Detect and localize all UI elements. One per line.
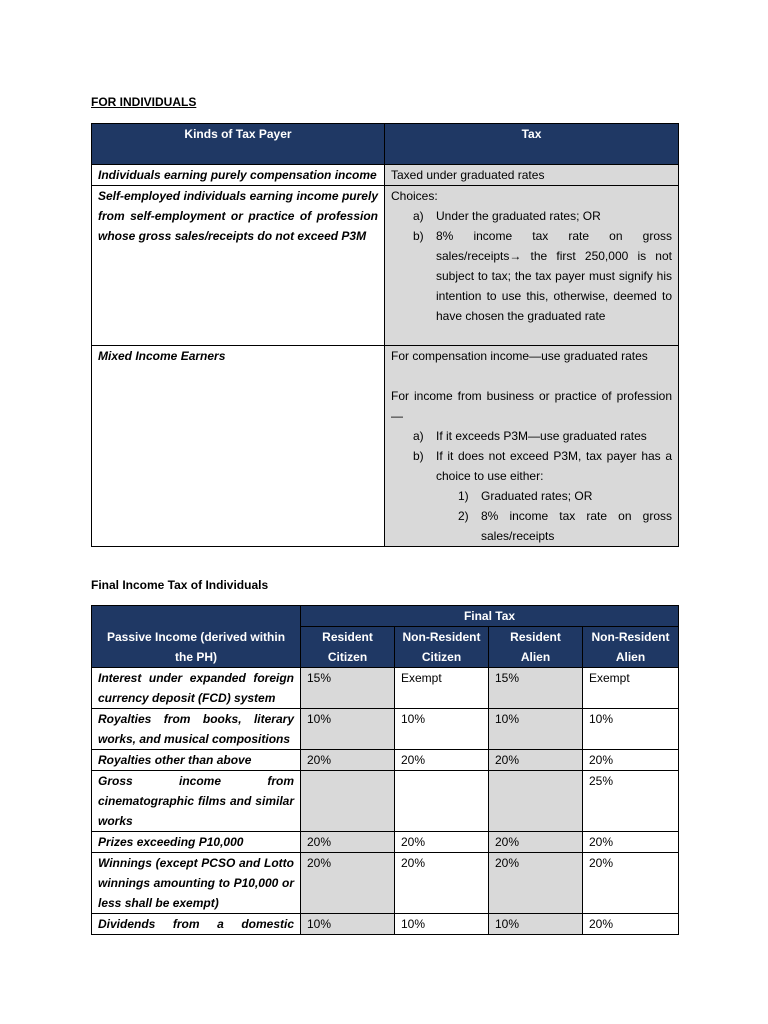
cell-non-resident-alien: 25% <box>583 771 679 832</box>
cell-non-resident-citizen: Exempt <box>395 668 489 709</box>
row-self-employed-kind: Self-employed individuals earning income purely from self-employment or practice of profession whose gross sales/receipts do not exceed P3M <box>92 186 385 346</box>
header-passive-income: Passive Income (derived within the PH) <box>92 606 301 668</box>
final-tax-table <box>91 605 679 935</box>
cell-resident-alien: 20% <box>489 853 583 914</box>
cell-non-resident-alien: 20% <box>583 914 679 935</box>
header-kinds-of-tax-payer: Kinds of Tax Payer <box>92 124 385 165</box>
list-item: a) If it exceeds P3M—use graduated rates <box>413 429 647 443</box>
cell-resident-alien <box>489 771 583 832</box>
cell-resident-citizen: 20% <box>301 853 395 914</box>
cell-non-resident-citizen: 20% <box>395 750 489 771</box>
row-label: Prizes exceeding P10,000 <box>92 832 301 853</box>
row-label: Gross income from cinematographic films and similar works <box>92 771 301 832</box>
cell-resident-alien: 20% <box>489 832 583 853</box>
list-item: 1) Graduated rates; OR <box>458 489 593 503</box>
cell-resident-citizen <box>301 771 395 832</box>
cell-non-resident-citizen: 20% <box>395 853 489 914</box>
header-non-resident-citizen: Non-Resident Citizen <box>395 627 489 668</box>
table-row <box>92 771 679 832</box>
section-title-individuals: FOR INDIVIDUALS <box>91 95 197 109</box>
cell-non-resident-alien: 20% <box>583 750 679 771</box>
list-item: 2) 8% income tax rate on gross sales/receipts <box>458 509 672 543</box>
cell-resident-alien: 10% <box>489 709 583 750</box>
header-non-resident-alien: Non-Resident Alien <box>583 627 679 668</box>
tax-payer-table <box>91 123 679 547</box>
cell-resident-citizen: 20% <box>301 750 395 771</box>
section-title-final-income-tax: Final Income Tax of Individuals <box>91 578 269 592</box>
list-item: a) Under the graduated rates; OR <box>413 209 601 223</box>
cell-non-resident-citizen: 10% <box>395 709 489 750</box>
cell-resident-citizen: 10% <box>301 709 395 750</box>
row-compensation-tax: Taxed under graduated rates <box>385 165 679 186</box>
header-resident-alien: Resident Alien <box>489 627 583 668</box>
row-self-employed-tax <box>385 186 679 346</box>
header-final-tax: Final Tax <box>301 606 679 627</box>
cell-resident-citizen: 15% <box>301 668 395 709</box>
cell-resident-citizen: 10% <box>301 914 395 935</box>
cell-non-resident-citizen <box>395 771 489 832</box>
table-row <box>92 853 679 914</box>
cell-non-resident-citizen: 20% <box>395 832 489 853</box>
cell-resident-alien: 20% <box>489 750 583 771</box>
mixed-compensation-line: For compensation income—use graduated rates <box>391 349 648 363</box>
row-mixed-kind: Mixed Income Earners <box>92 346 385 547</box>
mixed-choices-list <box>391 426 672 486</box>
list-item: b) If it does not exceed P3M, tax payer has a choice to use either: <box>413 449 672 483</box>
table-row <box>92 832 679 853</box>
choices-intro: Choices: <box>391 189 438 203</box>
row-compensation-kind: Individuals earning purely compensation income <box>92 165 385 186</box>
row-label: Royalties other than above <box>92 750 301 771</box>
mixed-business-line: For income from business or practice of profession— <box>391 389 672 423</box>
cell-non-resident-alien: 10% <box>583 709 679 750</box>
table-row <box>92 914 679 935</box>
row-label: Royalties from books, literary works, and musical compositions <box>92 709 301 750</box>
cell-resident-alien: 15% <box>489 668 583 709</box>
list-item: b) 8% income tax rate on gross sales/receipts→ the first 250,000 is not subject to tax; the tax payer must signify his intention to use this, otherwise, deemed to have chosen the graduated rate <box>413 229 672 323</box>
table-row <box>92 668 679 709</box>
cell-non-resident-alien: Exempt <box>583 668 679 709</box>
row-mixed-tax <box>385 346 679 547</box>
cell-non-resident-alien: 20% <box>583 853 679 914</box>
table-row <box>92 750 679 771</box>
choices-list <box>391 206 672 326</box>
header-resident-citizen: Resident Citizen <box>301 627 395 668</box>
row-label: Interest under expanded foreign currency deposit (FCD) system <box>92 668 301 709</box>
table-row <box>92 709 679 750</box>
cell-non-resident-citizen: 10% <box>395 914 489 935</box>
cell-non-resident-alien: 20% <box>583 832 679 853</box>
row-label: Dividends from a domestic <box>92 914 301 935</box>
cell-resident-citizen: 20% <box>301 832 395 853</box>
row-label: Winnings (except PCSO and Lotto winnings amounting to P10,000 or less shall be exempt) <box>92 853 301 914</box>
cell-resident-alien: 10% <box>489 914 583 935</box>
mixed-subchoices-list <box>391 486 672 546</box>
header-tax: Tax <box>385 124 679 165</box>
